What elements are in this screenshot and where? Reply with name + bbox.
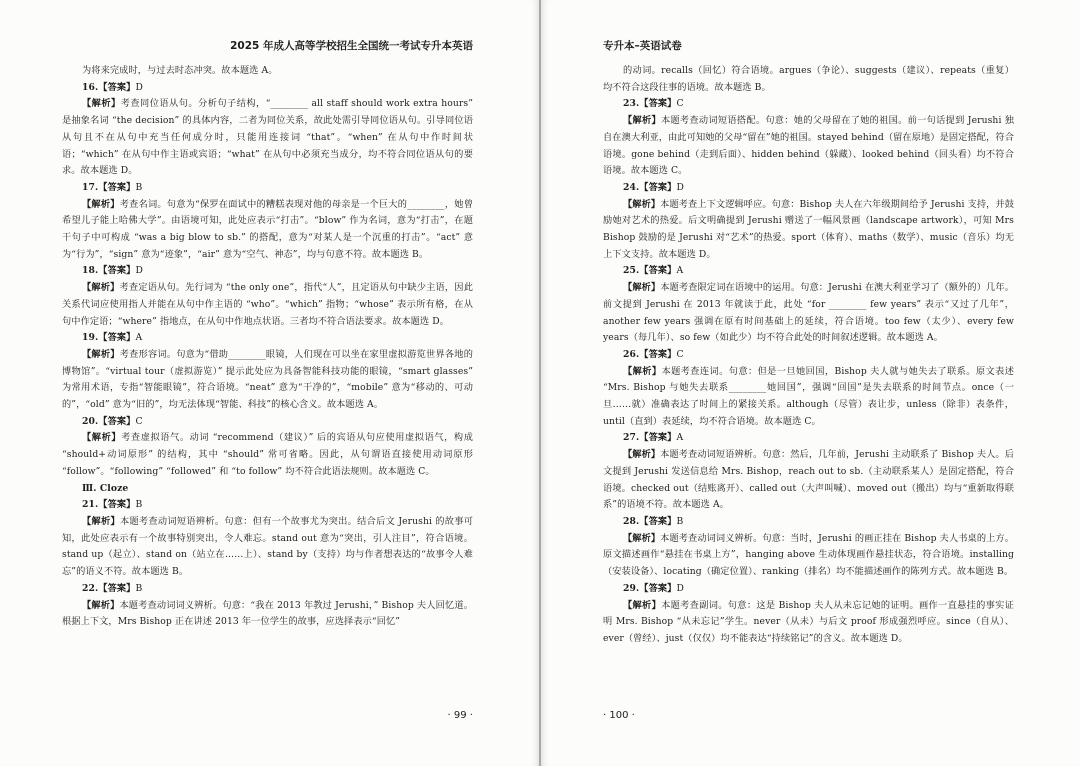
paragraph-text: 本题考查上下文逻辑呼应。句意：Bishop 夫人在六年级期间给予 Jerushi 支持，并鼓励她对艺术的热爱。后文明确提到 Jerushi 赠送了一幅风景画（landscape artwork），可知 Mrs Bishop 鼓励的是 Jerushi 对“艺术”的热爱。sport（体育）、maths（数学）、music（音乐）均无上下文支持。故本题选 D。 [603,198,1015,260]
answer-letter: B [135,181,143,193]
paragraph-text: 考查定语从句。先行词为 “the only one”，指代“人”，且定语从句中缺少主语，因此关系代词应使用指人并能在从句中作主语的 “who”。“which” 指物；“whose” 表示所有格，在从句中作定语；“where” 指地点，在从句中作地点状语。三者均不符合语法要求。故本题选 D。 [62,282,473,327]
explanation-paragraph [603,197,1014,264]
paragraph-text: 考查同位语从句。分析句子结构，“________ all staff should work extra hours” 是抽象名词 “the decision” 的具体内容，二者为同位关系，故此处需引导同位语从句。引导同位语从句且不在从句中充当任何成分时，只能用连接词 “that”。“when” 在从句中作时间状语；“which” 在从句中作主语或宾语；“what” 在从句中必须充当成分，均不符合同位语从句的要求。故本题选 D。 [62,98,474,177]
answer-line [603,581,1014,598]
explanation-paragraph [62,347,473,414]
paragraph-text: 为将来完成时，与过去时态冲突。故本题选 A。 [82,65,278,76]
explanation-paragraph [62,598,473,631]
explanation-label: 【解析】 [623,365,662,377]
explanation-paragraph [62,514,473,581]
explanation-label: 【解析】 [82,98,121,110]
explanation-paragraph [603,113,1014,180]
explanation-label: 【解析】 [623,599,662,611]
answer-line [62,263,473,280]
answer-letter: C [135,415,143,427]
explanation-paragraph [62,96,473,180]
explanation-paragraph [603,447,1014,514]
explanation-paragraph [603,63,1014,96]
paragraph-text: 考查虚拟语气。动词 “recommend（建议）” 后的宾语从句应使用虚拟语气，构成 “should+动词原形” 的结构，其中 “should” 常可省略。因此，从句谓语直接使用动词原形 “follow”。“following” “followed” 和 “to follow” 均不符合此语法规则。故本题选 C。 [62,432,473,477]
paragraph-text: 本题考查副词。句意：这是 Bishop 夫人从未忘记她的证明。画作一直悬挂的事实证明 Mrs. Bishop “从未忘记”学生。never（从未）与后文 proof 形成强烈呼应。since（自从）、ever（曾经）、just（仅仅）均不能表达“持续铭记”的含义。故本题选 D。 [603,599,1014,644]
paragraph-text: 本题考查动词词义辨析。句意：“我在 2013 年教过 Jerushi，” Bishop 夫人回忆道。根据上下文，Mrs Bishop 正在讲述 2013 年一位学生的故事，应选择表示“回忆” [62,599,474,628]
answer-line [62,180,473,197]
answer-label: 26.【答案】 [623,348,677,360]
answer-line [603,514,1014,531]
answer-label: 23.【答案】 [623,98,677,110]
answer-line [603,430,1014,447]
explanation-paragraph [62,430,473,480]
explanation-paragraph [62,197,473,264]
answer-label: 21.【答案】 [82,499,136,511]
explanation-label: 【解析】 [623,532,661,544]
answer-line [603,263,1014,280]
answer-letter: A [676,265,684,277]
explanation-label: 【解析】 [82,515,120,527]
explanation-label: 【解析】 [82,348,120,360]
answer-label: 16.【答案】 [82,81,136,93]
answer-label: 19.【答案】 [82,332,136,344]
explanation-paragraph [62,63,473,80]
answer-line [62,414,473,431]
answer-letter: B [676,515,684,527]
page-number-right: · 100 · [603,710,635,721]
answer-label: 20.【答案】 [82,415,136,427]
answer-label: 28.【答案】 [623,515,677,527]
right-page-body [603,63,1014,648]
explanation-label: 【解析】 [82,599,120,611]
paragraph-text: 的动词。recalls（回忆）符合语境。argues（争论）、suggests（建议）、repeats（重复）均不符合这段往事的语境。故本题选 B。 [603,65,1014,93]
explanation-label: 【解析】 [82,282,120,294]
explanation-paragraph [603,531,1014,581]
explanation-label: 【解析】 [623,115,661,127]
explanation-paragraph [603,598,1014,648]
answer-letter: B [135,499,143,511]
right-page [541,0,1080,766]
answer-line [603,180,1014,197]
explanation-label: 【解析】 [623,282,661,294]
paragraph-text: 考查形容词。句意为“借助________眼镜，人们现在可以坐在家里虚拟游览世界各地的博物馆”。“virtual tour（虚拟游览）” 提示此处应为具备智能科技功能的眼镜，“smart glasses” 为常用术语，专指“智能眼镜”，符合语境。“neat” 意为“干净的”，“mobile” 意为“移动的、可动的”，“old” 意为“旧的”，均无法体现“智能、科技”的核心含义。故本题选 A。 [62,348,473,411]
explanation-paragraph [603,364,1014,431]
answer-line [603,96,1014,113]
left-page [0,0,539,766]
explanation-paragraph [62,280,473,330]
answer-letter: A [676,432,684,444]
paragraph-text: 本题考查动词词义辨析。句意：当时，Jerushi 的画正挂在 Bishop 夫人书桌的上方。原文描述画作“悬挂在书桌上方”，hanging above 生动体现画作悬挂状态，符合语境。installing（安装设备）、locating（确定位置）、ranking（排名）均不能描述画作的陈列方式。故本题选 B。 [603,532,1015,578]
explanation-label: 【解析】 [623,198,661,210]
answer-line [62,330,473,347]
running-head-right: 专升本–英语试卷 [603,40,682,52]
paragraph-text: 考查名词。句意为“保罗在面试中的糟糕表现对他的母亲是一个巨大的________，她曾希望儿子能上哈佛大学”。由语境可知，此处应表示“打击”。“blow” 作为名词，意为“打击”，在题干句子中可构成 “was a big blow to sb.” 的搭配，意为“对某人是一个沉重的打击”。“act” 意为“行为”，“sign” 意为“迹象”，“air” 意为“空气、神态”，均与句意不符。故本题选 B。 [62,198,473,260]
answer-label: 24.【答案】 [623,181,677,193]
answer-letter: D [676,582,684,594]
paragraph-text: 本题考查限定词在语境中的运用。句意：Jerushi 在澳大利亚学习了（额外的）几年。前文提到 Jerushi 在 2013 年就读于此，此处 “for ________ few years” 表示“又过了几年”，another few years 强调在原有时间基础上的延续，符合语境。too few（太少）、every few years（每几年）、so few（如此少）均不符合此处的时间叙述逻辑。故本题选 A。 [603,282,1014,344]
paragraph-text: 本题考查动词短语辨析。句意：然后，几年前，Jerushi 主动联系了 Bishop 夫人。后文提到 Jerushi 发送信息给 Mrs. Bishop，reach out to sb.（主动联系某人）是固定搭配，符合语境。checked out（结账离开）、called out（大声叫喊）、moved out（搬出）均与“重新取得联系”的语境不符。故本题选 A。 [603,449,1015,511]
section-heading [62,481,473,498]
paragraph-text: Ⅲ. Cloze [82,482,129,494]
explanation-paragraph [603,280,1014,347]
answer-line [62,497,473,514]
answer-letter: D [676,181,684,193]
answer-line [62,80,473,97]
answer-letter: D [135,81,143,93]
paragraph-text: 本题考查动词短语搭配。句意：她的父母留在了她的祖国。前一句话提到 Jerushi 独自在澳大利亚，由此可知她的父母“留在”她的祖国。stayed behind（留在原地）是固定搭配，符合语境。gone behind（走到后面）、hidden behind（躲藏）、looked behind（回头看）均不符合语境。故本题选 C。 [603,115,1014,177]
paragraph-text: 本题考查动词短语辨析。句意：但有一个故事尤为突出。结合后文 Jerushi 的故事可知，此处应表示有一个故事特别突出，令人难忘。stand out 意为“突出，引人注目”，符合语境。stand up（起立）、stand on（站立在……上）、stand by（支持）均与作者想表达的“故事令人难忘”的语义不符。故本题选 B。 [62,515,473,578]
explanation-label: 【解析】 [623,449,661,461]
answer-label: 27.【答案】 [623,432,677,444]
answer-line [603,347,1014,364]
answer-label: 18.【答案】 [82,265,136,277]
answer-letter: C [676,98,684,110]
answer-label: 17.【答案】 [82,181,136,193]
page-number-left: · 99 · [447,710,473,721]
answer-line [62,581,473,598]
answer-letter: A [135,332,143,344]
answer-label: 22.【答案】 [82,582,136,594]
explanation-label: 【解析】 [82,432,122,444]
paragraph-text: 本题考查连词。句意：但是一旦她回国，Bishop 夫人就与她失去了联系。原文表述 “Mrs. Bishop 与她失去联系________她回国”，强调“回国”是失去联系的时间节点。once（一旦……就）准确表达了时间上的紧接关系。although（尽管）表让步，unless（除非）表条件，until（直到）表延续，均不符合语境。故本题选 C。 [603,365,1014,427]
answer-label: 29.【答案】 [623,582,677,594]
answer-letter: D [135,265,143,277]
running-head-left: 2025 年成人高等学校招生全国统一考试专升本英语 [230,40,473,52]
answer-letter: B [135,582,143,594]
left-page-body [62,63,473,631]
answer-label: 25.【答案】 [623,265,677,277]
answer-letter: C [676,348,684,360]
explanation-label: 【解析】 [82,198,120,210]
